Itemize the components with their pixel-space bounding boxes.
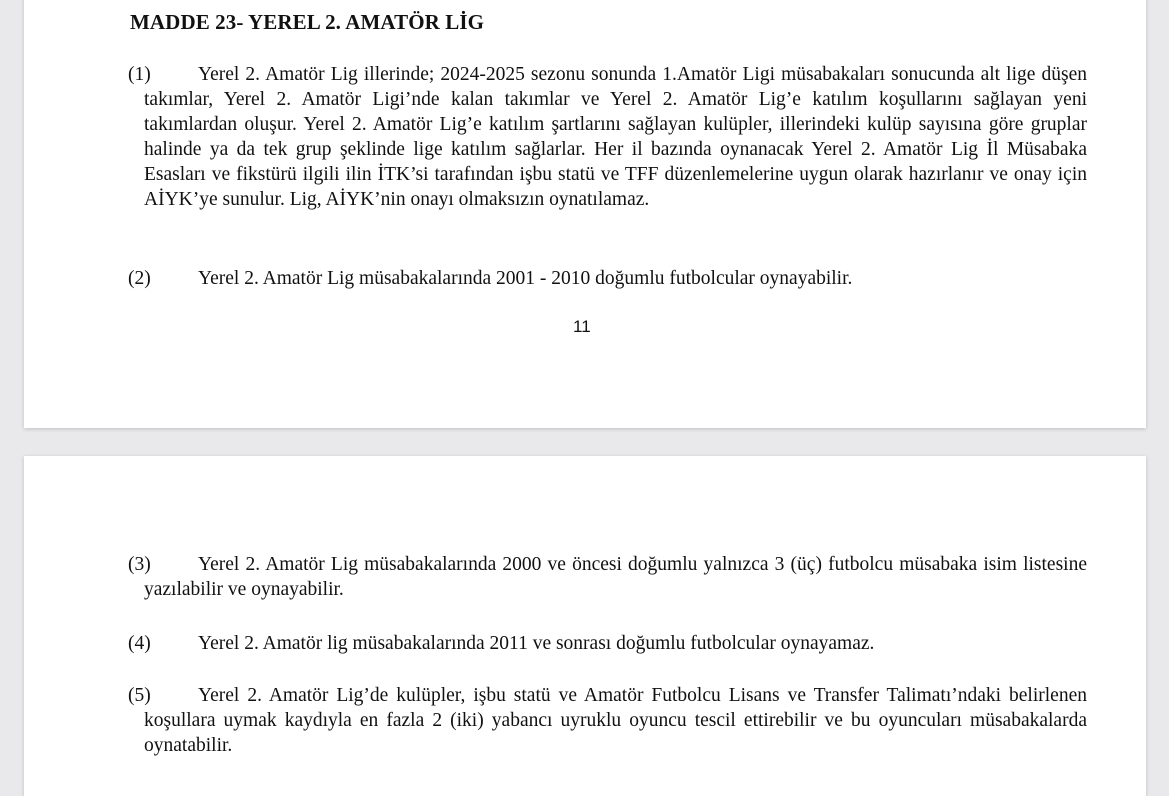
paragraph-1 bbox=[128, 62, 1087, 212]
paragraph-2 bbox=[128, 266, 1087, 291]
paragraph-text: Yerel 2. Amatör Lig illerinde; 2024-2025 sezonu sonunda 1.Amatör Ligi müsabakaları sonucunda alt lige düşen takımlar, Yerel 2. Amatör Ligi’nde kalan takımlar ve Yerel 2. Amatör Lig’e katılım koşullarını sağlayan yeni takımlardan oluşur. Yerel 2. Amatör Lig’e katılım şartlarını sağlayan kulüpler, illerindeki kulüp sayısına göre gruplar halinde ya da tek grup şeklinde lige katılım sağlarlar. Her il bazında oynanacak Yerel 2. Amatör Lig İl Müsabaka Esasları ve fikstürü ilgili ilin İTK’si tarafından işbu statü ve TFF düzenlemelerine uygun olarak hazırlanır ve onay için AİYK’ye sunulur. Lig, AİYK’nin onayı olmaksızın oynatılamaz. bbox=[144, 64, 1087, 210]
paragraph-4 bbox=[128, 631, 1087, 656]
paragraph-number: (1) bbox=[128, 64, 151, 85]
paragraph-number: (3) bbox=[128, 554, 151, 575]
document-page-1 bbox=[24, 0, 1146, 428]
paragraph-number: (4) bbox=[128, 633, 151, 654]
page-number: 11 bbox=[573, 317, 591, 336]
paragraph-number: (2) bbox=[128, 268, 151, 289]
paragraph-5 bbox=[128, 683, 1087, 758]
paragraph-text: Yerel 2. Amatör Lig müsabakalarında 2001 - 2010 doğumlu futbolcular oynayabilir. bbox=[198, 268, 853, 289]
paragraph-text: Yerel 2. Amatör Lig’de kulüpler, işbu statü ve Amatör Futbolcu Lisans ve Transfer Talimatı’ndaki belirlenen koşullara uymak kaydıyla en fazla 2 (iki) yabancı uyruklu oyuncu tescil ettirebilir ve bu oyuncuları müsabakalarda oynatabilir. bbox=[144, 685, 1087, 756]
document-page-2 bbox=[24, 456, 1146, 796]
paragraph-number: (5) bbox=[128, 685, 151, 706]
paragraph-text: Yerel 2. Amatör Lig müsabakalarında 2000 ve öncesi doğumlu yalnızca 3 (üç) futbolcu müsabaka isim listesine yazılabilir ve oynayabilir. bbox=[144, 554, 1087, 600]
article-heading: MADDE 23- YEREL 2. AMATÖR LİG bbox=[130, 10, 485, 34]
paragraph-3 bbox=[128, 552, 1087, 602]
paragraph-text: Yerel 2. Amatör lig müsabakalarında 2011 ve sonrası doğumlu futbolcular oynayamaz. bbox=[198, 633, 875, 654]
